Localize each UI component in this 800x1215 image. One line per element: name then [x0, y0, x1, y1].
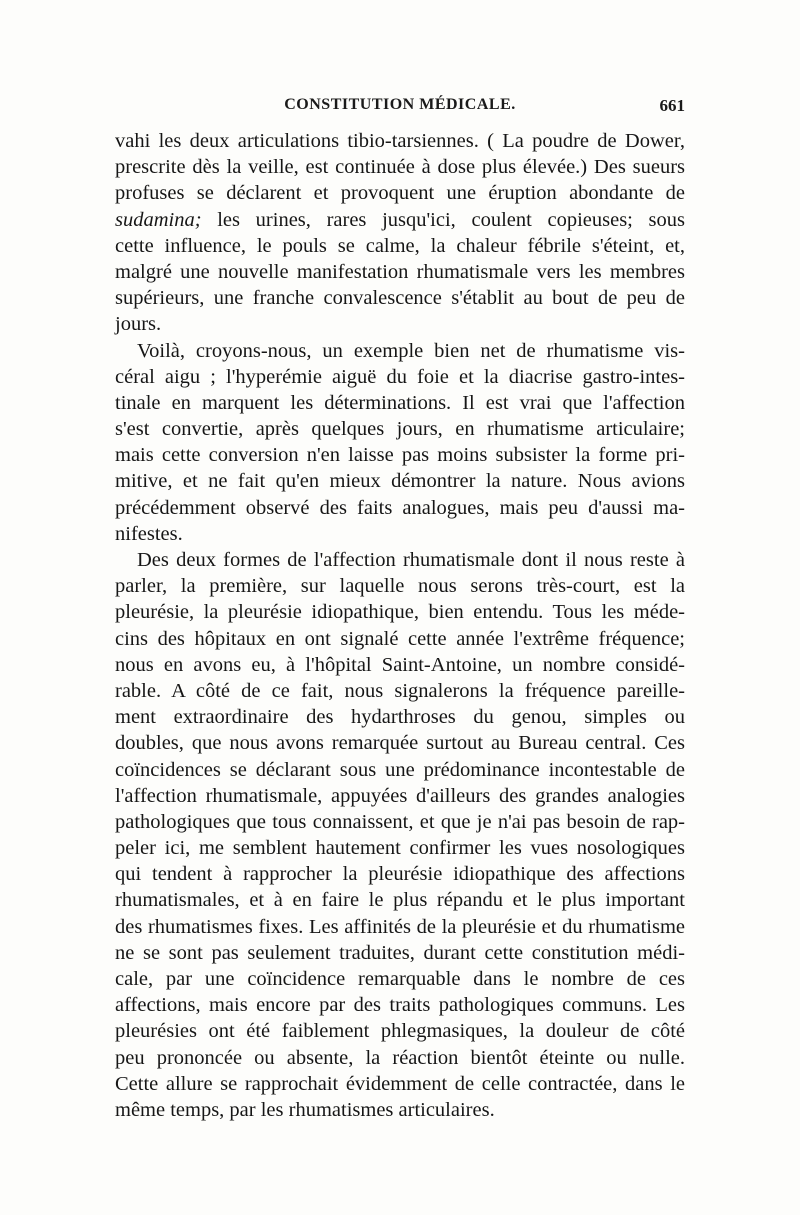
text-line	[115, 207, 685, 233]
text-line: Des deux formes de l'affection rhumatismale dont il nous reste à	[137, 549, 685, 571]
text-line: céral aigu ; l'hyperémie aiguë du foie et la diacrise gastro-intes-	[115, 365, 685, 388]
text-line: mitive, et ne fait qu'en mieux démontrer la nature. Nous avions	[115, 470, 685, 493]
text-line: pleurésie, la pleurésie idiopathique, bien entendu. Tous les méde-	[115, 601, 685, 624]
text-line: ne se sont pas seulement traduites, durant cette constitution médi-	[115, 941, 685, 964]
text-line: pleurésies ont été faiblement phlegmasiques, la douleur de côté	[115, 1020, 685, 1043]
text-line: jours.	[115, 313, 162, 336]
text-line: cins des hôpitaux en ont signalé cette année l'extrême fréquence;	[115, 627, 685, 650]
text-line: prescrite dès la veille, est continuée à dose plus élevée.) Des sueurs	[115, 156, 685, 179]
text-line: rhumatismales, et à en faire le plus répandu et le plus important	[115, 889, 685, 912]
text-line: mais cette conversion n'en laisse pas moins subsister la forme pri-	[115, 444, 685, 467]
text-line: malgré une nouvelle manifestation rhumatismale vers les membres	[115, 260, 685, 283]
text-line: tinale en marquent les déterminations. Il est vrai que l'affection	[115, 391, 685, 414]
text-line: rable. A côté de ce fait, nous signalerons la fréquence pareille-	[115, 679, 685, 702]
text-line: affections, mais encore par des traits pathologiques communs. Les	[115, 994, 685, 1017]
text-line: coïncidences se déclarant sous une prédominance incontestable de	[115, 758, 685, 781]
text-line: nous en avons eu, à l'hôpital Saint-Antoine, un nombre considé-	[115, 653, 685, 676]
text-line: s'est convertie, après quelques jours, en rhumatisme articulaire;	[115, 418, 685, 441]
text-line: cale, par une coïncidence remarquable dans le nombre de ces	[115, 968, 685, 990]
italic-term: sudamina;	[115, 208, 202, 231]
text-line: même temps, par les rhumatismes articulaires.	[115, 1098, 495, 1121]
text-run: les urines, rares jusqu'ici, coulent copieuses; sous	[201, 208, 685, 231]
text-line: Cette allure se rapprochait évidemment de celle contractée, dans le	[115, 1072, 685, 1095]
text-line: vahi les deux articulations tibio-tarsiennes. ( La poudre de Dower,	[115, 130, 685, 152]
text-line: doubles, que nous avons remarquée surtout au Bureau central. Ces	[115, 732, 685, 755]
text-line: parler, la première, sur laquelle nous serons très-court, est la	[115, 575, 685, 598]
text-line: nifestes.	[115, 522, 183, 545]
text-line: peu prononcée ou absente, la réaction bientôt éteinte ou nulle.	[115, 1046, 685, 1069]
page-header	[115, 96, 685, 122]
text-line: profuses se déclarent et provoquent une éruption abondante de	[115, 182, 685, 205]
page-number: 661	[659, 96, 685, 115]
running-title: CONSTITUTION MÉDICALE.	[284, 96, 516, 113]
text-line: qui tendent à rapprocher la pleurésie idiopathique des affections	[115, 863, 685, 886]
body-text	[115, 128, 685, 1123]
text-line: des rhumatismes fixes. Les affinités de la pleurésie et du rhumatisme	[115, 915, 685, 938]
text-line: pathologiques que tous connaissent, et que je n'ai pas besoin de rap-	[115, 810, 685, 833]
text-line: ment extraordinaire des hydarthroses du genou, simples ou	[115, 706, 685, 729]
text-line: cette influence, le pouls se calme, la chaleur fébrile s'éteint, et,	[115, 234, 685, 257]
text-line: Voilà, croyons-nous, un exemple bien net de rhumatisme vis-	[137, 339, 685, 362]
text-line: supérieurs, une franche convalescence s'établit au bout de peu de	[115, 287, 685, 310]
text-line: peler ici, me semblent hautement confirmer les vues nosologiques	[115, 837, 685, 860]
text-line: précédemment observé des faits analogues, mais peu d'aussi ma-	[115, 496, 685, 519]
text-line: l'affection rhumatismale, appuyées d'ailleurs des grandes analogies	[115, 784, 685, 807]
